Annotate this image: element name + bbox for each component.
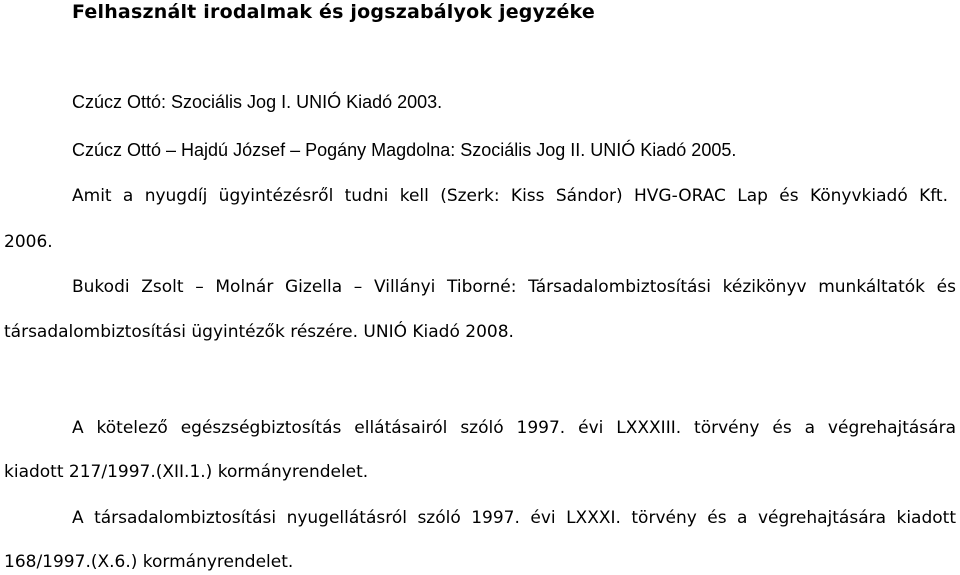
reference-entry-2: Czúcz Ottó – Hajdú József – Pogány Magdolna: Szociális Jog II. UNIÓ Kiadó 2005. bbox=[72, 140, 737, 160]
reference-entry-4-line-2: társadalombiztosítási ügyintézők részére. UNIÓ Kiadó 2008. bbox=[4, 322, 514, 342]
reference-entry-6-line-1: A társadalombiztosítási nyugellátásról szóló 1997. évi LXXXI. törvény és a végrehajtására kiadott bbox=[72, 508, 956, 528]
document-heading: Felhasznált irodalmak és jogszabályok jegyzéke bbox=[72, 1, 595, 23]
reference-entry-1: Czúcz Ottó: Szociális Jog I. UNIÓ Kiadó 2003. bbox=[72, 92, 443, 112]
reference-entry-5-line-2: kiadott 217/1997.(XII.1.) kormányrendelet. bbox=[4, 462, 369, 482]
reference-entry-4-line-1: Bukodi Zsolt – Molnár Gizella – Villányi Tiborné: Társadalombiztosítási kézikönyv munkáltatók és bbox=[72, 277, 956, 297]
reference-entry-3-line-2: 2006. bbox=[4, 232, 53, 252]
reference-entry-6-line-2: 168/1997.(X.6.) kormányrendelet. bbox=[4, 552, 294, 572]
reference-entry-5-line-1: A kötelező egészségbiztosítás ellátásairól szóló 1997. évi LXXXIII. törvény és a végrehajtására bbox=[72, 418, 956, 438]
reference-entry-3-line-1: Amit a nyugdíj ügyintézésről tudni kell (Szerk: Kiss Sándor) HVG-ORAC Lap és Könyvkiadó Kft. bbox=[72, 186, 948, 206]
